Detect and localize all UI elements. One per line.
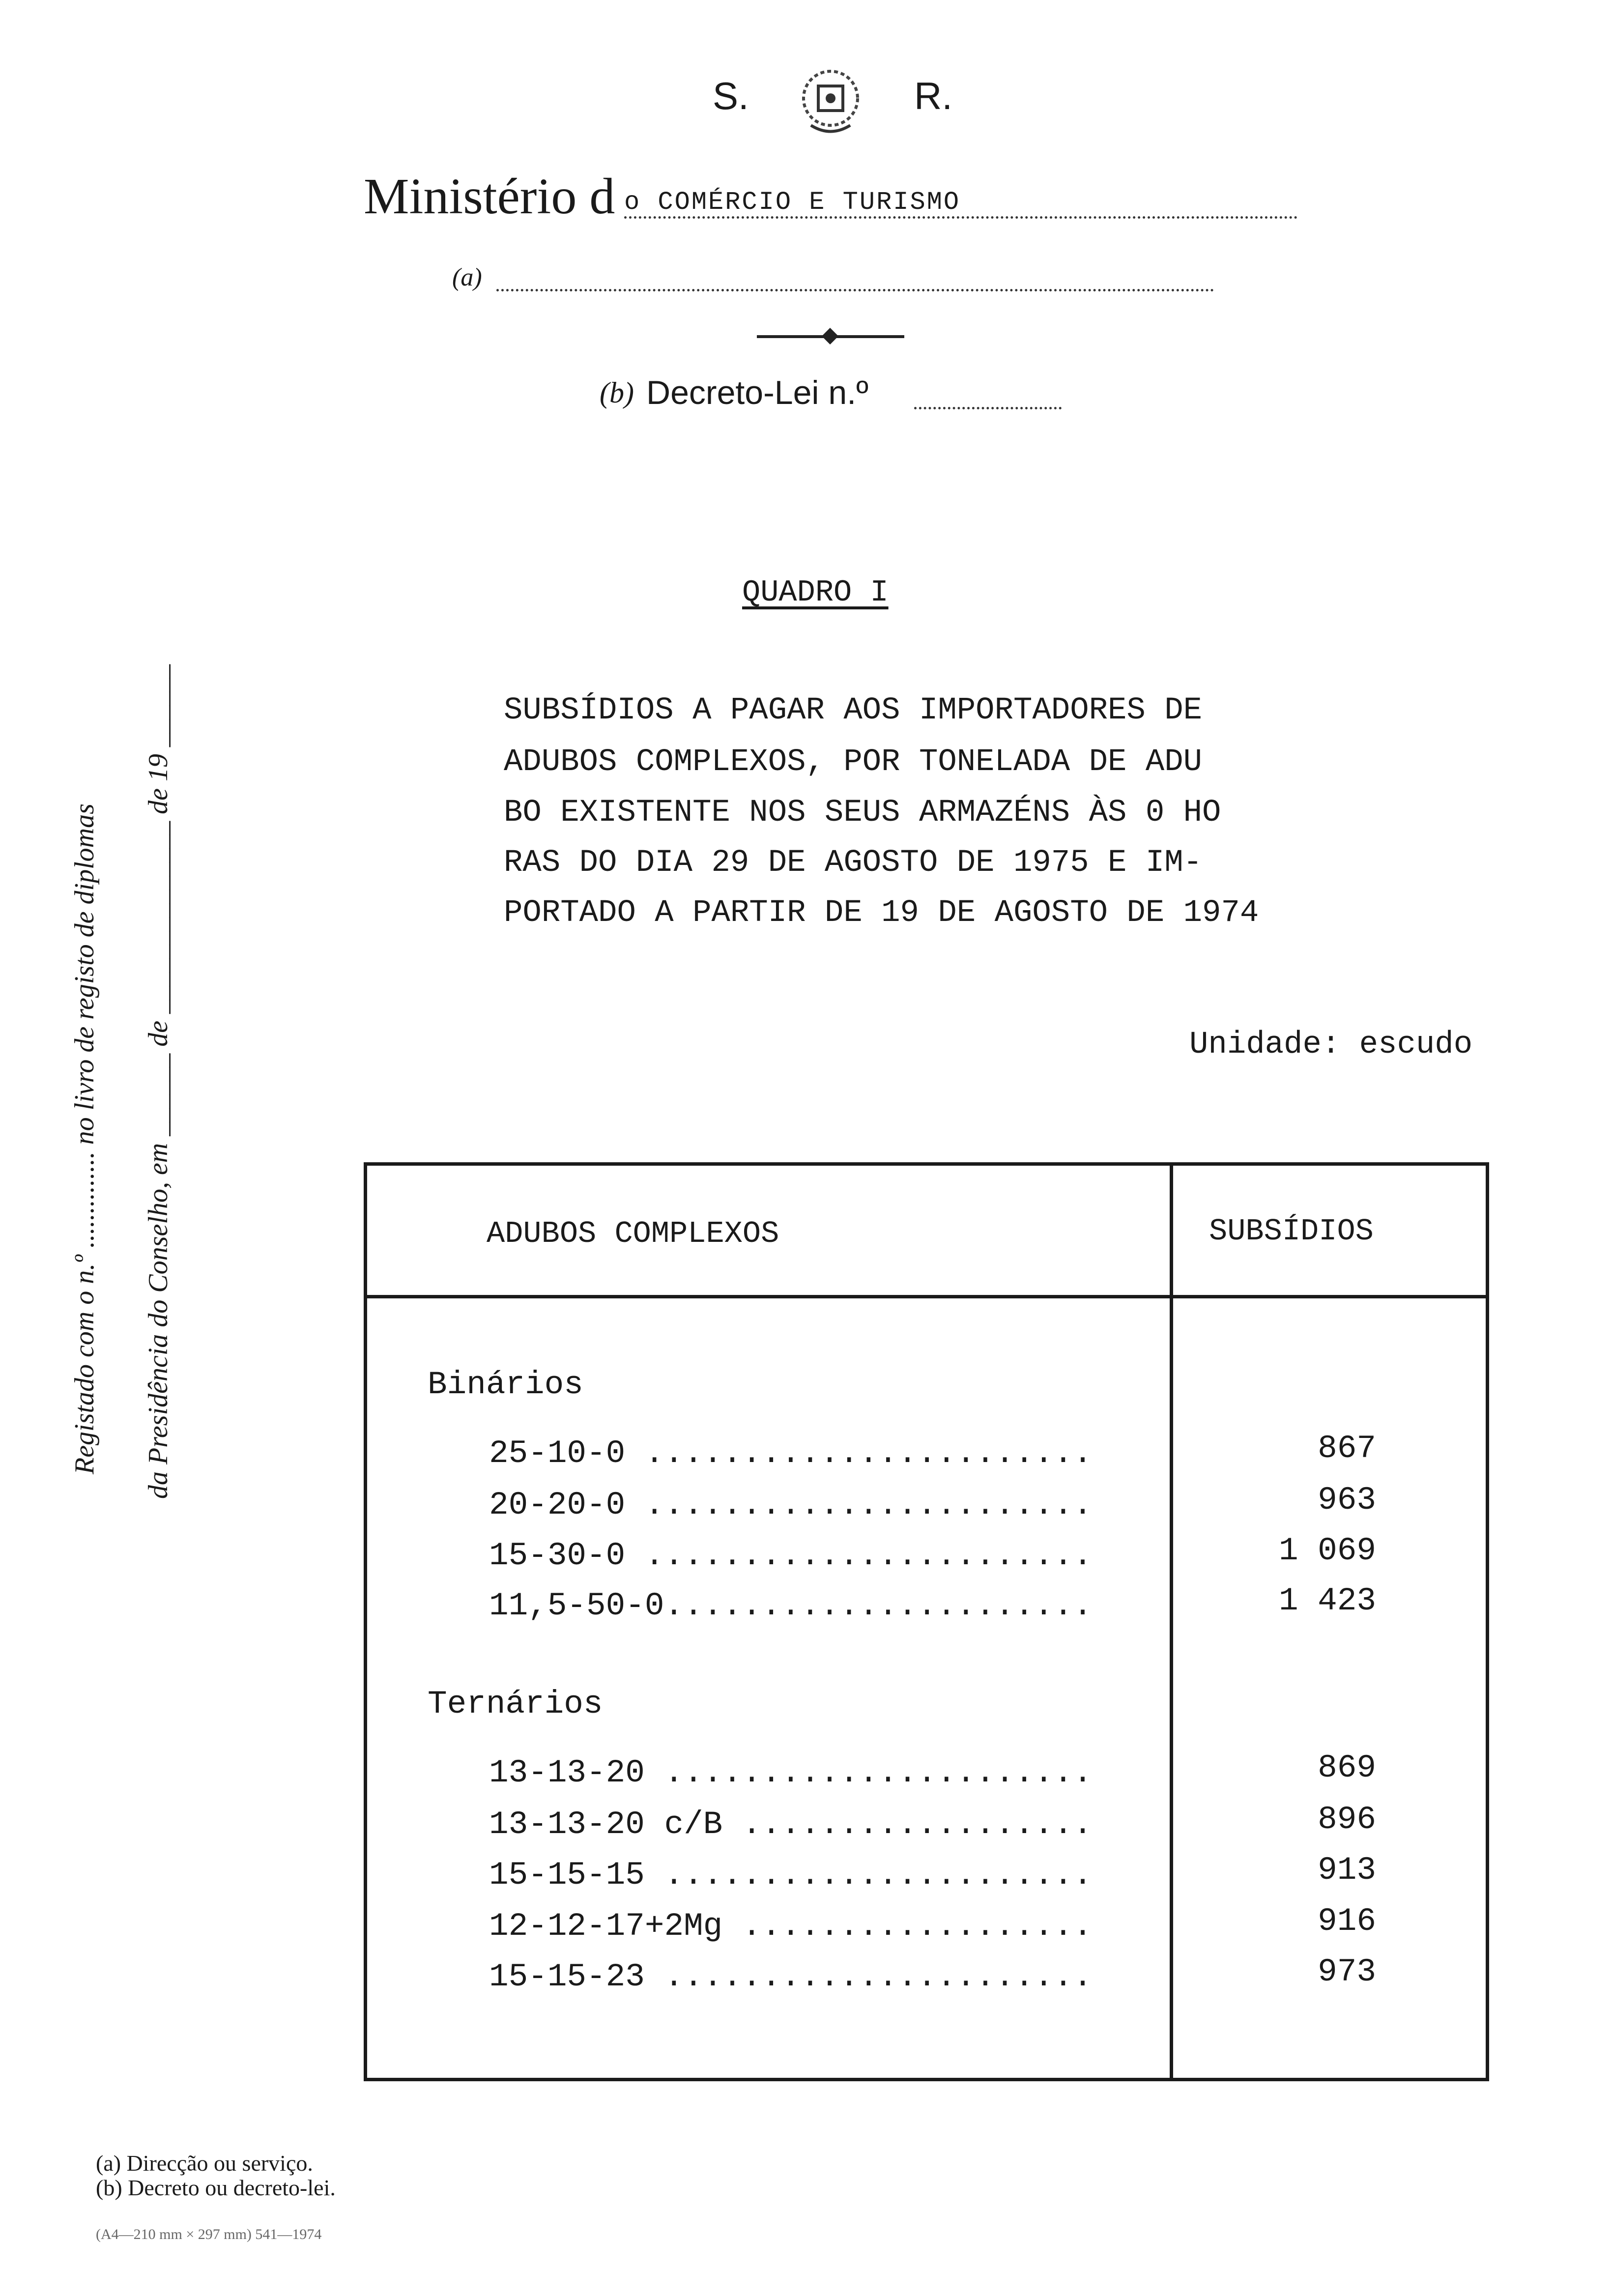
table-row-value: 867: [1318, 1430, 1376, 1467]
sr-left-text: S.: [713, 74, 749, 117]
group-label-binarios: Binários: [428, 1366, 583, 1403]
table-header-rule: [364, 1295, 1489, 1298]
decreto-number-dotted-line: [914, 407, 1062, 409]
decreto-label: Decreto-Lei n.º: [646, 374, 868, 411]
table-row-label: 20-20-0 .......................: [489, 1487, 1093, 1523]
ministerio-label: Ministério d: [364, 168, 615, 225]
footnote-a-marker: (a): [452, 263, 482, 291]
table-row-label: 25-10-0 .......................: [489, 1435, 1093, 1472]
table-header-subsidios: SUBSÍDIOS: [1209, 1214, 1374, 1249]
table-header-adubos: ADUBOS COMPLEXOS: [487, 1216, 779, 1251]
table-row-value: 913: [1318, 1852, 1376, 1889]
table-row-label: 13-13-20 c/B ..................: [489, 1806, 1093, 1843]
sr-right-text: R.: [914, 74, 952, 117]
subtitle-line: RAS DO DIA 29 DE AGOSTO DE 1975 E IM-: [504, 845, 1203, 881]
table-row-value: 1 069: [1278, 1532, 1376, 1569]
table-row-value: 896: [1318, 1801, 1376, 1838]
table-row-value: 973: [1318, 1953, 1376, 1990]
table-row-label: 13-13-20 ......................: [489, 1754, 1093, 1791]
unit-label: Unidade: escudo: [1189, 1027, 1473, 1062]
table-row-label: 11,5-50-0......................: [489, 1587, 1093, 1624]
table-column-rule: [1170, 1162, 1173, 2081]
footnote-b: (b) Decreto ou decreto-lei.: [96, 2175, 336, 2200]
table-row-label: 12-12-17+2Mg ..................: [489, 1908, 1093, 1945]
table-row-value: 869: [1318, 1750, 1376, 1786]
group-label-ternarios: Ternários: [428, 1686, 603, 1722]
coat-of-arms-emblem: [781, 59, 880, 138]
subtitle-line: PORTADO A PARTIR DE 19 DE AGOSTO DE 1974: [504, 895, 1259, 931]
table-row-label: 15-15-15 ......................: [489, 1857, 1093, 1894]
table-row-value: 1 423: [1278, 1582, 1376, 1619]
table-row-value: 916: [1318, 1903, 1376, 1940]
subtitle-line: ADUBOS COMPLEXOS, POR TONELADA DE ADU: [504, 745, 1203, 780]
ministry-department: o COMÉRCIO E TURISMO: [624, 188, 961, 217]
table-row-label: 15-15-23 ......................: [489, 1958, 1093, 1995]
table-row-value: 963: [1318, 1482, 1376, 1519]
subtitle-line: SUBSÍDIOS A PAGAR AOS IMPORTADORES DE: [504, 693, 1203, 728]
department-dotted-line: [624, 216, 1297, 219]
subtitle-line: BO EXISTENTE NOS SEUS ARMAZÉNS ÀS 0 HO: [504, 795, 1221, 831]
registration-side-text-1: Registado com o n.º .............. no livro de registo de diplomas: [69, 804, 100, 1474]
table-row-label: 15-30-0 .......................: [489, 1537, 1093, 1574]
footnote-a: (a) Direcção ou serviço.: [96, 2151, 313, 2176]
registration-side-text-2: da Presidência do Conselho, em ______ de ______________ de 19 ______: [143, 664, 173, 1499]
form-reference: (A4—210 mm × 297 mm) 541—1974: [96, 2226, 322, 2242]
quadro-title: QUADRO I: [742, 575, 889, 610]
footnote-b-marker: (b): [600, 376, 634, 409]
direction-dotted-line: [496, 289, 1214, 291]
divider-diamond-icon: [822, 328, 838, 344]
